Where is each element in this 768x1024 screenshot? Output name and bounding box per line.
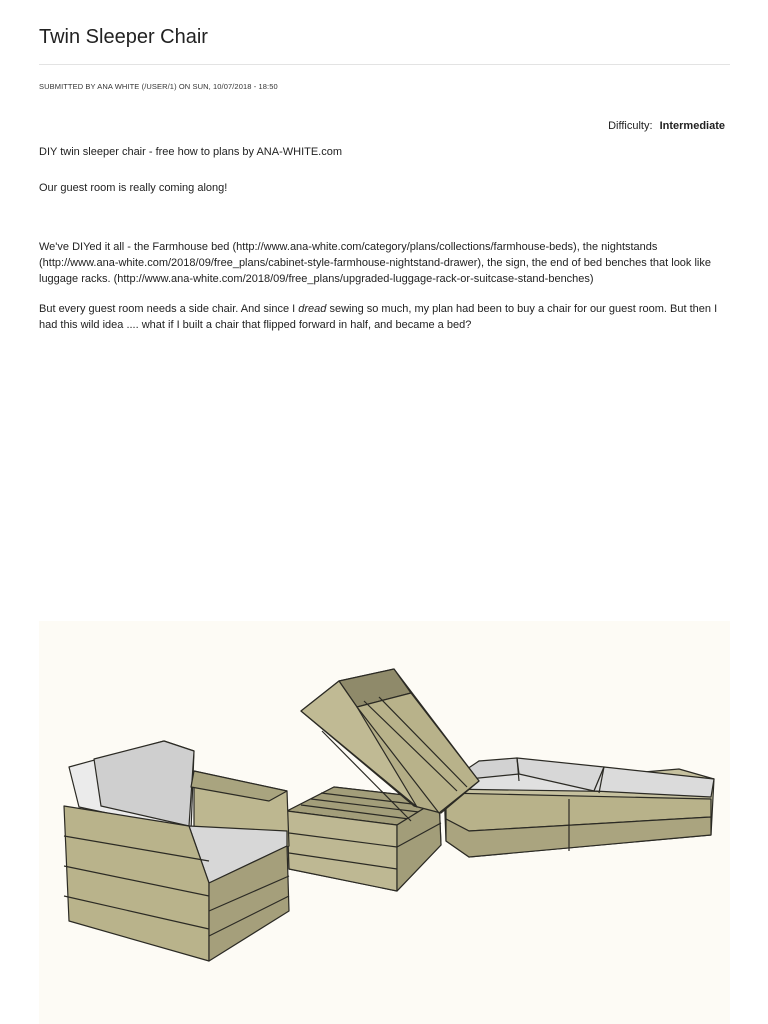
paragraph-text-end: sewing so much, my plan had been to buy a chair for our guest room. But then I had this wild idea .... what if I built a chair that flipped forward in half, and became a bed? — [39, 303, 718, 331]
title-divider — [39, 64, 730, 65]
submitted-by-line: SUBMITTED BY ANA WHITE (/USER/1) ON SUN, 10/07/2018 - 18:50 — [39, 82, 278, 91]
difficulty-label: Difficulty: — [608, 120, 653, 132]
difficulty-field — [608, 120, 725, 132]
intro-paragraph: DIY twin sleeper chair - free how to plans by ANA-WHITE.com — [39, 146, 343, 158]
paragraph-text-start: But every guest room needs a side chair. And since I — [39, 303, 299, 315]
side-chair-paragraph — [39, 301, 731, 333]
emphasis-dread: dread — [298, 303, 327, 315]
page-title: Twin Sleeper Chair — [39, 26, 208, 48]
bed-bench — [444, 758, 714, 857]
armchair — [64, 741, 289, 961]
diy-list-paragraph: We've DIYed it all - the Farmhouse bed (http://www.ana-white.com/category/plans/collections/farmhouse-beds), the nightstands (http://www.ana-white.com/2018/09/free_plans/cabinet-style-farmhouse-nightstand-drawer), the sign, the end of bed benches that look like luggage racks. (http://www.ana-white.com/2018/09/free_plans/upgraded-luggage-rack-or-suitcase-stand-benches) — [39, 241, 711, 285]
sleeper-chair-illustration — [39, 621, 730, 1024]
guest-room-paragraph: Our guest room is really coming along! — [39, 182, 228, 194]
difficulty-value: Intermediate — [659, 120, 725, 132]
